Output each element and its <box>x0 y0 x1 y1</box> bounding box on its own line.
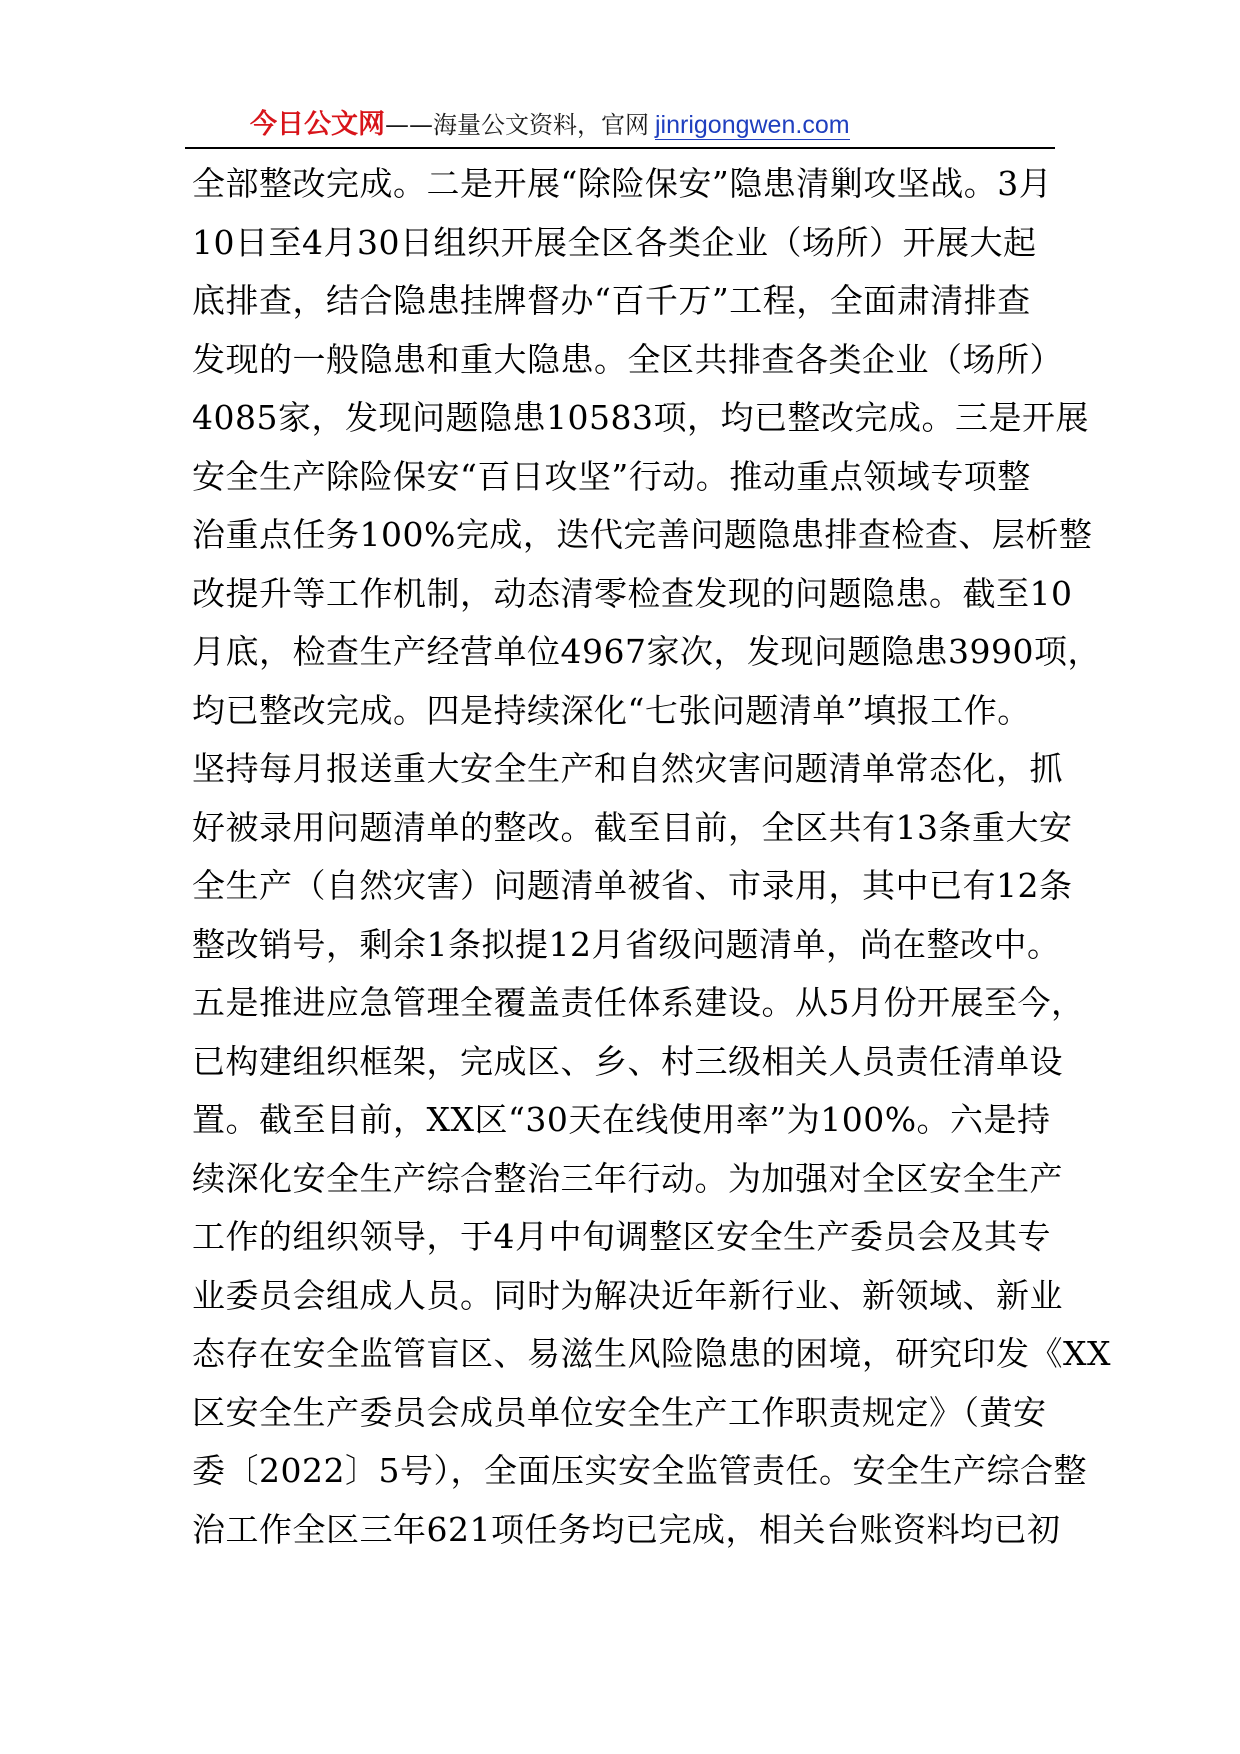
body-line: 区安全生产委员会成员单位安全生产工作职责规定》（黄安 <box>192 1392 1047 1432</box>
body-line: 置。截至目前，XX区“30天在线使用率”为100%。六是持 <box>192 1100 1051 1139</box>
body-line: 态存在安全监管盲区、易滋生风险隐患的困境，研究印发《XX <box>192 1334 1111 1373</box>
body-line: 续深化安全生产综合整治三年行动。为加强对全区安全生产 <box>192 1158 1063 1198</box>
header-dash: —— <box>385 111 433 139</box>
body-line: 底排查，结合隐患挂牌督办“百千万”工程，全面肃清排查 <box>192 281 1031 320</box>
body-line: 改提升等工作机制，动态清零检查发现的问题隐患。截至10 <box>192 573 1073 613</box>
header-banner <box>250 110 850 140</box>
body-line: 五是推进应急管理全覆盖责任体系建设。从5月份开展至今， <box>192 983 1085 1022</box>
body-line: 整改销号，剩余1条拟提12月省级问题清单，尚在整改中。 <box>192 924 1061 964</box>
header-tagline: 海量公文资料，官网 <box>433 111 649 139</box>
body-line: 治工作全区三年621项任务均已完成，相关台账资料均已初 <box>192 1509 1061 1549</box>
website-link[interactable]: jinrigongwen.com <box>655 111 850 139</box>
page-header <box>0 100 1240 146</box>
document-body <box>192 155 1111 1559</box>
body-line: 月底，检查生产经营单位4967家次，发现问题隐患3990项， <box>192 632 1101 671</box>
body-line: 4085家，发现问题隐患10583项，均已整改完成。三是开展 <box>192 398 1089 437</box>
body-line: 10日至4月30日组织开展全区各类企业（场所）开展大起 <box>192 222 1037 262</box>
body-line: 好被录用问题清单的整改。截至目前，全区共有13条重大安 <box>192 807 1073 847</box>
body-line: 已构建组织框架，完成区、乡、村三级相关人员责任清单设 <box>192 1041 1063 1081</box>
body-line: 治重点任务100%完成，迭代完善问题隐患排查检查、层析整 <box>192 515 1093 554</box>
body-line: 全生产（自然灾害）问题清单被省、市录用，其中已有12条 <box>192 866 1073 905</box>
body-line: 全部整改完成。二是开展“除险保安”隐患清剿攻坚战。3月 <box>192 164 1053 203</box>
header-divider <box>185 147 1055 149</box>
body-line: 委〔2022〕5号），全面压实安全监管责任。安全生产综合整 <box>192 1451 1087 1490</box>
body-line: 均已整改完成。四是持续深化“七张问题清单”填报工作。 <box>192 690 1031 730</box>
body-line: 业委员会组成人员。同时为解决近年新行业、新领域、新业 <box>192 1275 1063 1315</box>
body-line: 坚持每月报送重大安全生产和自然灾害问题清单常态化，抓 <box>192 749 1063 788</box>
brand-name: 今日公文网 <box>250 109 385 140</box>
body-line: 安全生产除险保安“百日攻坚”行动。推动重点领域专项整 <box>192 456 1031 496</box>
body-line: 发现的一般隐患和重大隐患。全区共排查各类企业（场所） <box>192 339 1063 379</box>
body-line: 工作的组织领导，于4月中旬调整区安全生产委员会及其专 <box>192 1217 1051 1256</box>
